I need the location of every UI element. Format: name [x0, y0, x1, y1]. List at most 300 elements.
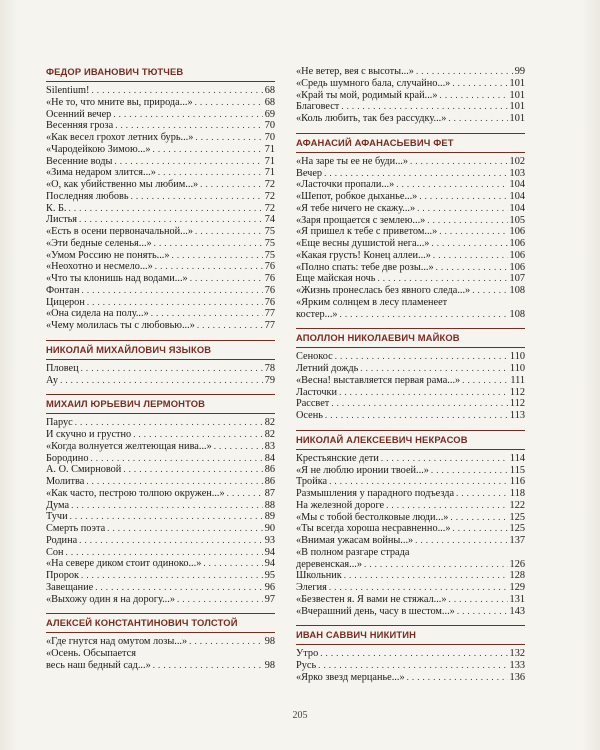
dot-leader: [457, 606, 508, 618]
toc-entry-title: «Не то, что мните вы, природа...»: [46, 96, 193, 108]
dot-leader: [82, 285, 263, 297]
toc-entry[interactable]: [296, 512, 525, 524]
toc-entry[interactable]: [46, 488, 275, 500]
toc-entry-title: «Безвестен я. Я вами не стяжал...»: [296, 593, 447, 605]
toc-entry-page: 76: [264, 273, 275, 284]
toc-section: [46, 340, 275, 387]
dot-leader: [324, 168, 507, 180]
dot-leader: [107, 523, 263, 535]
toc-entry-title: Летний дождь: [296, 363, 359, 374]
toc-entry[interactable]: [296, 535, 525, 547]
dot-leader: [95, 582, 263, 594]
toc-entry[interactable]: [296, 476, 525, 488]
toc-entry-page: 133: [509, 660, 525, 671]
toc-entry[interactable]: [46, 191, 275, 203]
toc-entry-page: 110: [509, 363, 525, 374]
toc-entry-title-continuation: весь наш бедный сад...»: [46, 659, 151, 671]
toc-entry[interactable]: [296, 500, 525, 512]
toc-section: [46, 394, 275, 605]
toc-entry-title: Элегия: [296, 582, 327, 593]
toc-entry-title: Пловец: [46, 362, 79, 374]
toc-entry-page: 86: [264, 476, 275, 487]
toc-entry[interactable]: [46, 500, 275, 512]
toc-entry-title: Сон: [46, 546, 64, 558]
toc-entry-page: 83: [264, 440, 275, 452]
toc-entry-title: «Средь шумного бала, случайно...»: [296, 77, 451, 89]
toc-entry[interactable]: [296, 648, 525, 660]
dot-leader: [115, 120, 263, 132]
toc-entry[interactable]: [46, 547, 275, 559]
toc-entry[interactable]: [46, 226, 275, 238]
toc-entry[interactable]: [296, 66, 525, 78]
toc-entry[interactable]: [46, 156, 275, 168]
toc-entry[interactable]: [46, 558, 275, 570]
toc-entry-title: «Шепот, робкое дыханье...»: [296, 191, 418, 202]
toc-entry[interactable]: [46, 179, 275, 191]
toc-entry[interactable]: [46, 320, 275, 332]
dot-leader: [325, 410, 508, 422]
toc-entry-page: 72: [264, 202, 275, 214]
toc-entry[interactable]: [46, 308, 275, 320]
toc-entry-page: 125: [509, 523, 525, 535]
toc-entry[interactable]: [296, 238, 525, 250]
dot-leader: [133, 429, 263, 441]
toc-entry-page: 76: [264, 296, 275, 308]
dot-leader: [195, 132, 262, 144]
toc-entry-title-continuation: костер...»: [296, 308, 338, 320]
toc-entry[interactable]: [46, 132, 275, 144]
toc-entry[interactable]: [296, 351, 525, 363]
toc-entry-page: 122: [509, 499, 525, 511]
toc-entry-page: 71: [264, 143, 275, 155]
toc-entry-page: 104: [509, 191, 525, 202]
toc-entry[interactable]: [46, 167, 275, 179]
toc-entry-page: 106: [509, 261, 525, 273]
toc-entry-title: «Чародейкою Зимою...»: [46, 143, 151, 155]
dot-leader: [153, 144, 263, 156]
toc-entry[interactable]: [46, 429, 275, 441]
toc-entry[interactable]: [296, 672, 525, 684]
toc-entry-page: 103: [509, 167, 525, 179]
toc-entry[interactable]: [46, 453, 275, 465]
dot-leader: [79, 214, 263, 226]
toc-entry[interactable]: [46, 464, 275, 476]
toc-entry-page: 94: [264, 546, 275, 558]
dot-leader: [340, 309, 508, 321]
toc-entry[interactable]: [296, 582, 525, 594]
toc-entry-page: 125: [509, 511, 525, 523]
toc-entry[interactable]: [296, 203, 525, 215]
dot-leader: [339, 387, 508, 399]
toc-entry-title: «Она сидела на полу...»: [46, 308, 149, 320]
toc-entry-page: 79: [264, 374, 275, 386]
dot-leader: [81, 570, 263, 582]
toc-entry-title: «Что ты клонишь над водами...»: [46, 273, 188, 284]
toc-entry[interactable]: [296, 453, 525, 465]
toc-entry-page: 126: [509, 558, 525, 570]
toc-entry[interactable]: [46, 511, 275, 523]
toc-entry-title: «Я тебе ничего не скажу...»: [296, 202, 416, 214]
toc-entry[interactable]: [296, 465, 525, 477]
dot-leader: [177, 594, 263, 606]
author-heading: НИКОЛАЙ АЛЕКСЕЕВИЧ НЕКРАСОВ: [296, 430, 525, 450]
toc-entry-title: Тройка: [296, 476, 328, 488]
toc-entry-page: 98: [264, 636, 275, 648]
toc-entry-page: 88: [264, 499, 275, 511]
toc-entry-page: 137: [509, 535, 525, 546]
toc-entry[interactable]: [46, 476, 275, 488]
toc-entry-title: Бородино: [46, 452, 89, 464]
toc-entry[interactable]: [46, 582, 275, 594]
toc-entry-page: 99: [514, 66, 525, 77]
toc-entry-title: «Ты всегда хороша несравненно...»: [296, 523, 451, 535]
dot-leader: [113, 109, 262, 121]
toc-entry-title: Еще майская ночь: [296, 273, 376, 285]
toc-entry[interactable]: [296, 375, 525, 387]
toc-entry-title: Осенний вечер: [46, 108, 112, 120]
toc-entry-page: 89: [264, 511, 275, 523]
dot-leader: [320, 648, 507, 660]
dot-leader: [200, 179, 263, 191]
author-heading: ФЕДОР ИВАНОВИЧ ТЮТЧЕВ: [46, 66, 275, 82]
toc-entry-page: 95: [264, 570, 275, 581]
toc-entry-title: И скучно и грустно: [46, 429, 132, 440]
toc-section: [296, 625, 525, 683]
toc-entry[interactable]: [296, 309, 525, 321]
toc-right-column: [296, 66, 525, 692]
dot-leader: [427, 215, 507, 227]
toc-entry-page: 93: [264, 534, 275, 546]
toc-entry[interactable]: [296, 523, 525, 535]
dot-leader: [60, 375, 263, 387]
toc-entry[interactable]: [46, 523, 275, 535]
toc-entry-page: 116: [509, 476, 525, 488]
toc-entry-title: Ласточки: [296, 386, 338, 398]
dot-leader: [318, 660, 507, 672]
toc-entry[interactable]: [46, 97, 275, 109]
toc-entry-page: 114: [509, 452, 525, 464]
toc-entry[interactable]: [46, 109, 275, 121]
toc-entry[interactable]: [296, 250, 525, 262]
dot-leader: [131, 191, 263, 203]
dot-leader: [341, 101, 507, 113]
toc-entry[interactable]: [296, 179, 525, 191]
toc-entry-title: «Как весел грохот летних бурь...»: [46, 132, 194, 143]
toc-entry-title: «Весна! выставляется первая рама...»: [296, 374, 461, 386]
dot-leader: [450, 512, 507, 524]
dot-leader: [396, 179, 507, 191]
toc-entry-title: Школьник: [296, 570, 342, 582]
toc-entry-title: «Заря прощается с землею...»: [296, 214, 426, 226]
toc-entry-page: 76: [264, 284, 275, 296]
toc-entry-page: 105: [509, 214, 525, 226]
toc-entry-page: 118: [509, 488, 525, 499]
toc-entry-page: 107: [509, 273, 525, 285]
toc-entry-page: 101: [509, 113, 525, 124]
toc-entry-page: 104: [509, 179, 525, 191]
dot-leader: [360, 363, 508, 375]
toc-entry-page: 76: [264, 261, 275, 273]
toc-entry-title: Цицерон: [46, 296, 85, 308]
dot-leader: [123, 464, 262, 476]
toc-entry-page: 132: [509, 648, 525, 660]
toc-entry[interactable]: [296, 215, 525, 227]
toc-entry-title: «Еще весны душистой нега...»: [296, 238, 430, 249]
toc-entry-page: 69: [264, 108, 275, 120]
toc-entry-title: «О, как убийственно мы любим...»: [46, 179, 199, 190]
toc-entry-page: 74: [264, 214, 275, 226]
toc-entry[interactable]: [296, 168, 525, 180]
dot-leader: [329, 582, 508, 594]
toc-entry-title: «Вчерашний день, часу в шестом...»: [296, 605, 455, 617]
toc-entry[interactable]: [46, 238, 275, 250]
dot-leader: [86, 476, 262, 488]
toc-entry-title: «Я пришел к тебе с приветом...»: [296, 226, 438, 238]
toc-entry-page: 106: [509, 226, 525, 238]
toc-entry-page: 71: [264, 167, 275, 179]
author-heading: ИВАН САВВИЧ НИКИТИН: [296, 625, 525, 645]
dot-leader: [91, 85, 262, 97]
toc-entry-title: Парус: [46, 417, 73, 429]
toc-section: [46, 613, 275, 671]
toc-entry[interactable]: [296, 559, 525, 571]
toc-entry-page: 110: [509, 351, 525, 363]
toc-entry-page: 129: [509, 582, 525, 593]
dot-leader: [70, 511, 263, 523]
toc-entry[interactable]: [296, 570, 525, 582]
toc-entry-title: Листья: [46, 214, 77, 226]
dot-leader: [197, 320, 263, 332]
toc-entry[interactable]: [296, 363, 525, 375]
toc-entry-page: 77: [264, 320, 275, 331]
toc-entry-title: Молитва: [46, 476, 85, 487]
toc-entry[interactable]: [296, 273, 525, 285]
toc-entry-title: Тучи: [46, 511, 68, 523]
toc-entry-page: 70: [264, 120, 275, 132]
toc-entry[interactable]: [296, 113, 525, 125]
dot-leader: [90, 453, 262, 465]
toc-entry[interactable]: [296, 398, 525, 410]
dot-leader: [419, 191, 507, 203]
dot-leader: [449, 594, 508, 606]
toc-entry-title: «Не ветер, вея с высоты...»: [296, 66, 414, 77]
toc-entry[interactable]: [296, 101, 525, 113]
toc-entry[interactable]: [46, 636, 275, 648]
toc-entry[interactable]: [296, 191, 525, 203]
author-heading: АПОЛЛОН НИКОЛАЕВИЧ МАЙКОВ: [296, 328, 525, 348]
toc-section: [46, 66, 275, 332]
toc-entry-title: Смерть поэта: [46, 523, 106, 534]
toc-entry-page: 68: [264, 96, 275, 108]
toc-entry-title: «Край ты мой, родимый край...»: [296, 89, 438, 101]
toc-entry-title: Осень: [296, 410, 323, 421]
dot-leader: [433, 250, 508, 262]
dot-leader: [472, 285, 507, 297]
toc-entry-title: Последняя любовь: [46, 190, 129, 202]
toc-entry[interactable]: [46, 285, 275, 297]
toc-entry-page: 96: [264, 581, 275, 593]
toc-entry-title: Дума: [46, 499, 70, 511]
toc-entry-page: 113: [509, 410, 525, 421]
toc-entry[interactable]: [46, 594, 275, 606]
dot-leader: [331, 398, 508, 410]
dot-leader: [87, 297, 263, 309]
toc-entry[interactable]: [46, 535, 275, 547]
toc-entry-title: «Внимая ужасам войны...»: [296, 535, 414, 546]
toc-entry[interactable]: [296, 156, 525, 168]
toc-entry-title: «Ласточки пропали...»: [296, 179, 395, 191]
toc-entry-title: Размышления у парадного подъезда: [296, 488, 455, 499]
dot-leader: [452, 78, 507, 90]
dot-leader: [448, 113, 507, 125]
toc-entry-page: 131: [509, 593, 525, 605]
dot-leader: [335, 351, 508, 363]
toc-section: [296, 133, 525, 321]
toc-entry-page: 86: [264, 464, 275, 476]
toc-entry[interactable]: [296, 488, 525, 500]
toc-entry-page: 82: [264, 429, 275, 440]
toc-entry[interactable]: [46, 144, 275, 156]
toc-entry-title: Завещание: [46, 581, 94, 593]
dot-leader: [227, 488, 263, 500]
toc-entry-page: 97: [264, 593, 275, 605]
toc-entry-title: «Умом Россию не понять...»: [46, 249, 170, 261]
toc-entry-page: 72: [264, 190, 275, 202]
toc-entry-page: 78: [264, 362, 275, 374]
toc-entry[interactable]: [296, 594, 525, 606]
toc-entry-page: 112: [509, 386, 525, 398]
toc-entry-title: Ау: [46, 374, 59, 386]
toc-entry-title[interactable]: «Ярким солнцем в лесу пламенеет: [296, 296, 448, 308]
toc-entry-title: Родина: [46, 534, 78, 546]
toc-entry-page: 101: [509, 77, 525, 89]
dot-leader: [66, 547, 263, 559]
toc-entry[interactable]: [46, 441, 275, 453]
toc-entry[interactable]: [296, 78, 525, 90]
toc-section: [296, 66, 525, 125]
dot-leader: [189, 636, 263, 648]
toc-entry-page: 106: [509, 249, 525, 261]
toc-left-column: [46, 66, 275, 680]
toc-entry-title: «На севере диком стоит одиноко...»: [46, 558, 202, 570]
toc-entry-title: «Полно спать: тебе две розы...»: [296, 261, 434, 273]
toc-entry-title: Пророк: [46, 570, 80, 581]
author-heading: НИКОЛАЙ МИХАЙЛОВИЧ ЯЗЫКОВ: [46, 340, 275, 360]
toc-entry-page: 101: [509, 89, 525, 101]
dot-leader: [195, 226, 263, 238]
toc-entry[interactable]: [46, 85, 275, 97]
toc-entry[interactable]: [296, 606, 525, 618]
toc-entry-page: 102: [509, 155, 525, 167]
toc-entry[interactable]: [46, 120, 275, 132]
toc-entry[interactable]: [46, 363, 275, 375]
toc-entry-title: «Выхожу один я на дорогу...»: [46, 593, 175, 605]
dot-leader: [377, 273, 507, 285]
toc-entry[interactable]: [46, 250, 275, 262]
toc-entry[interactable]: [296, 387, 525, 399]
toc-section: [296, 328, 525, 422]
toc-entry-title: «Неохотно и несмело...»: [46, 261, 153, 273]
toc-entry[interactable]: [46, 417, 275, 429]
toc-entry-title: «Ярко звезд мерцанье...»: [296, 671, 405, 683]
toc-entry[interactable]: [46, 261, 275, 273]
toc-entry[interactable]: [296, 262, 525, 274]
author-heading: АЛЕКСЕЙ КОНСТАНТИНОВИЧ ТОЛСТОЙ: [46, 613, 275, 633]
dot-leader: [415, 535, 507, 547]
dot-leader: [417, 203, 507, 215]
toc-entry-title: «Эти бедные селенья...»: [46, 237, 152, 249]
toc-entry-page: 90: [264, 523, 275, 534]
dot-leader: [410, 156, 508, 168]
dot-leader: [155, 261, 263, 273]
dot-leader: [452, 523, 507, 535]
toc-entry[interactable]: [46, 203, 275, 215]
toc-entry-page: 68: [264, 85, 275, 96]
toc-entry-title: «Какая грусть! Конец аллеи...»: [296, 249, 431, 261]
dot-leader: [153, 660, 263, 672]
dot-leader: [172, 250, 263, 262]
dot-leader: [203, 558, 262, 570]
dot-leader: [329, 476, 508, 488]
dot-leader: [81, 363, 263, 375]
toc-entry[interactable]: [296, 410, 525, 422]
dot-leader: [436, 262, 508, 274]
toc-entry[interactable]: [46, 273, 275, 285]
toc-entry[interactable]: [46, 660, 275, 672]
toc-entry-page: 101: [509, 101, 525, 113]
toc-entry[interactable]: [46, 297, 275, 309]
toc-entry-page: 75: [264, 237, 275, 249]
toc-entry-page: 75: [264, 249, 275, 261]
toc-entry[interactable]: [46, 570, 275, 582]
toc-entry[interactable]: [46, 214, 275, 226]
toc-entry-title-continuation: деревенская...»: [296, 558, 363, 570]
toc-entry[interactable]: [46, 375, 275, 387]
dot-leader: [386, 500, 507, 512]
toc-entry[interactable]: [296, 226, 525, 238]
dot-leader: [114, 156, 262, 168]
dot-leader: [439, 226, 507, 238]
toc-entry[interactable]: [296, 660, 525, 672]
toc-entry-title: Весенние воды: [46, 155, 113, 167]
author-heading: АФАНАСИЙ АФАНАСЬЕВИЧ ФЕТ: [296, 133, 525, 153]
toc-entry-title[interactable]: «В полном разгаре страда: [296, 546, 410, 558]
toc-entry-page: 71: [264, 155, 275, 167]
toc-entry[interactable]: [296, 90, 525, 102]
toc-entry-title[interactable]: «Осень. Обсыпается: [46, 648, 136, 659]
toc-entry-page: 94: [264, 558, 275, 570]
toc-entry-title: Рассвет: [296, 398, 330, 410]
toc-entry-title: «Где гнутся над омутом лозы...»: [46, 636, 188, 648]
toc-entry-page: 72: [264, 179, 275, 190]
toc-entry-title: «Когда волнуется желтеющая нива...»: [46, 440, 212, 452]
toc-entry-title: «Коль любить, так без рассудку...»: [296, 113, 447, 124]
toc-section: [296, 430, 525, 618]
dot-leader: [344, 570, 508, 582]
toc-entry-title: Благовест: [296, 101, 340, 113]
dot-leader: [151, 308, 263, 320]
toc-entry[interactable]: [296, 285, 525, 297]
toc-entry-page: 143: [509, 605, 525, 617]
dot-leader: [381, 453, 508, 465]
toc-entry-title: Silentium!: [46, 85, 90, 96]
toc-entry-title: «Есть в осени первоначальной...»: [46, 226, 194, 237]
toc-entry-title: Весенняя гроза: [46, 120, 114, 132]
toc-entry-title: «Как часто, пестрою толпою окружен...»: [46, 487, 225, 499]
dot-leader: [190, 273, 263, 285]
dot-leader: [407, 672, 508, 684]
dot-leader: [456, 488, 508, 500]
